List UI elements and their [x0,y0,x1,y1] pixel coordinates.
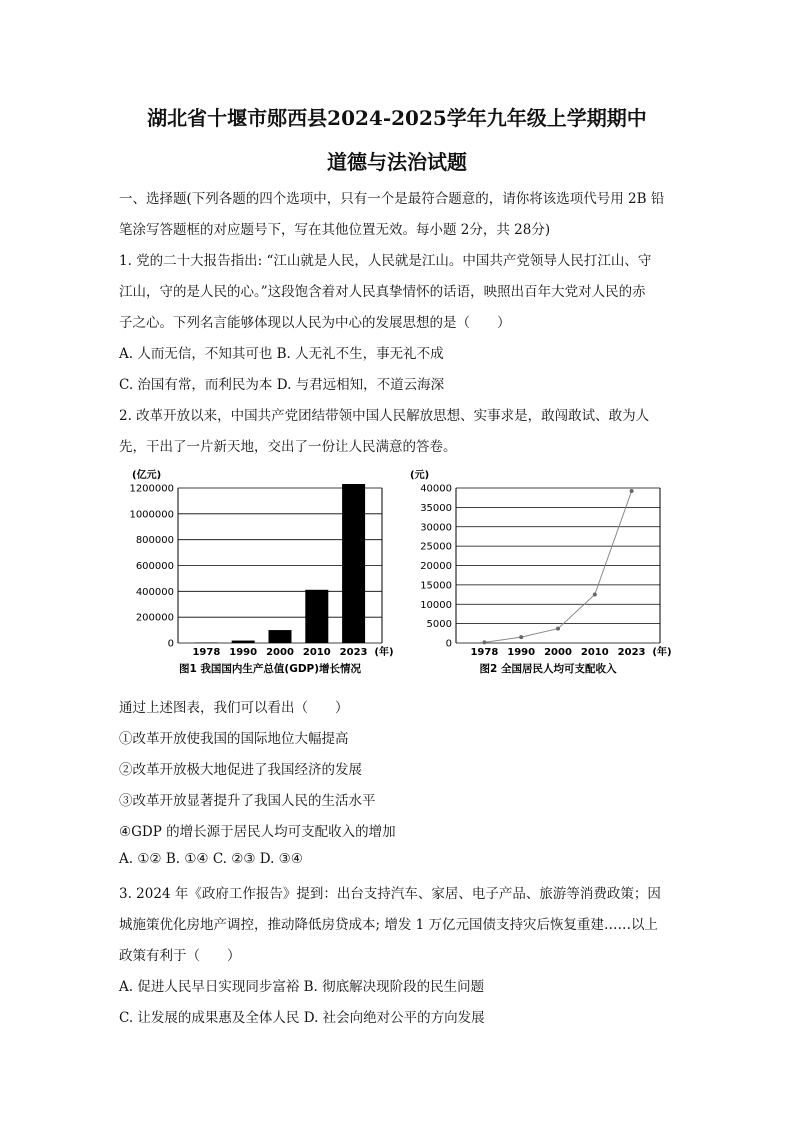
chart-y-tick-label: 0 [167,638,174,650]
exam-title-line1: 湖北省十堰市郧西县2024-2025学年九年级上学期期中 [147,106,647,130]
q2-line2: 先，干出了一片新天地，交出了一份让人民满意的答卷。 [119,439,457,455]
q1-line2: 江山，守的是人民的心。”这段饱含着对人民真挚情怀的话语，映照出百年大党对人民的赤 [119,284,646,300]
chart-y-tick-label: 30000 [420,522,452,534]
q3-line2: 城施策优化房地产调控，推动降低房贷成本; 增发 1 万亿元国债支持灾后恢复重建……以上 [119,917,659,933]
chart-y-tick-label: 5000 [426,619,452,631]
income-line-chart [398,466,674,682]
chart-y-tick-label: 40000 [420,483,452,495]
chart-point [482,640,486,644]
chart-x-tick-label: 2010 [580,647,609,658]
chart-x-unit-label: (年) [374,647,394,658]
chart-x-tick-label: 2000 [544,647,572,658]
q2-statement-2: ②改革开放极大地促进了我国经济的发展 [119,762,362,778]
q2-line1: 2. 改革开放以来，中国共产党团结带领中国人民解放思想、实事求是，敢闯敢试、敢为人 [119,408,650,424]
gdp-bar-chart [120,466,396,682]
chart-x-unit-label: (年) [652,647,672,658]
chart-y-tick-label: 25000 [420,541,452,553]
chart-point [593,592,597,596]
chart-bar [342,484,365,643]
chart-x-tick-label: 1978 [192,647,221,658]
chart-x-tick-label: 1990 [507,647,536,658]
chart-y-tick-label: 400000 [135,586,174,598]
q1-line1: 1. 党的二十大报告指出: “江山就是人民，人民就是江山。中国共产党领导人民打江山、守 [119,253,652,269]
chart-point [556,627,560,631]
chart-point [519,635,523,639]
q3-options-ab: A. 促进人民早日实现同步富裕 B. 彻底解决现阶段的民生问题 [119,979,485,995]
q2-statement-4: ④GDP 的增长源于居民人均可支配收入的增加 [119,824,396,840]
chart-y-tick-label: 0 [445,638,452,650]
q3-options-cd: C. 让发展的成果惠及全体人民 D. 社会向绝对公平的方向发展 [119,1010,485,1026]
chart-x-tick-label: 2000 [266,647,294,658]
chart-x-tick-label: 2023 [617,647,646,658]
q1-options-ab: A. 人而无信，不知其可也 B. 人无礼不生，事无礼不成 [119,346,444,362]
chart-y-tick-label: 1200000 [129,483,174,495]
exam-title-line2: 道德与法治试题 [327,150,467,174]
chart-unit-label: (元) [410,470,430,481]
chart-bar [232,641,255,643]
chart-y-tick-label: 20000 [420,561,452,572]
chart-y-tick-label: 200000 [135,612,174,624]
chart-title: 图2 全国居民人均可支配收入 [479,663,617,675]
chart-unit-label: (亿元) [132,470,162,481]
q1-options-cd: C. 治国有常，而利民为本 D. 与君远相知，不道云海深 [119,377,445,393]
chart-y-tick-label: 1000000 [129,509,174,521]
chart-y-tick-label: 800000 [135,535,174,547]
chart-point [630,489,634,493]
chart-x-tick-label: 1990 [229,647,258,658]
q2-statement-1: ①改革开放使我国的国际地位大幅提高 [119,731,349,747]
chart-bar [269,630,292,643]
section-intro-line1: 一、选择题(下列各题的四个选项中，只有一个是最符合题意的，请你将该选项代号用 2B 铅 [119,191,665,207]
chart-y-tick-label: 600000 [135,561,174,572]
chart-y-tick-label: 35000 [420,502,452,514]
q2-statement-3: ③改革开放显著提升了我国人民的生活水平 [119,793,376,809]
chart-title: 图1 我国国内生产总值(GDP)增长情况 [178,663,362,675]
q2-options: A. ①② B. ①④ C. ②③ D. ③④ [119,851,303,867]
chart-bar [305,590,328,643]
section-intro-line2: 笔涂写答题框的对应题号下，写在其他位置无效。每小题 2分，共 28分) [119,222,551,238]
chart-series-line [484,491,631,642]
chart-y-tick-label: 15000 [420,580,452,592]
q3-line1: 3. 2024 年《政府工作报告》提到：出台支持汽车、家居、电子产品、旅游等消费政策；因 [119,886,661,902]
chart-x-tick-label: 2023 [339,647,368,658]
q1-line3: 子之心。下列名言能够体现以人民为中心的发展思想的是（ ） [119,315,511,331]
chart-x-tick-label: 2010 [302,647,331,658]
chart-y-tick-label: 10000 [420,599,452,611]
chart-x-tick-label: 1978 [470,647,499,658]
q3-line3: 政策有利于（ ） [119,948,241,964]
q2-question: 通过上述图表，我们可以看出（ ） [119,700,349,716]
